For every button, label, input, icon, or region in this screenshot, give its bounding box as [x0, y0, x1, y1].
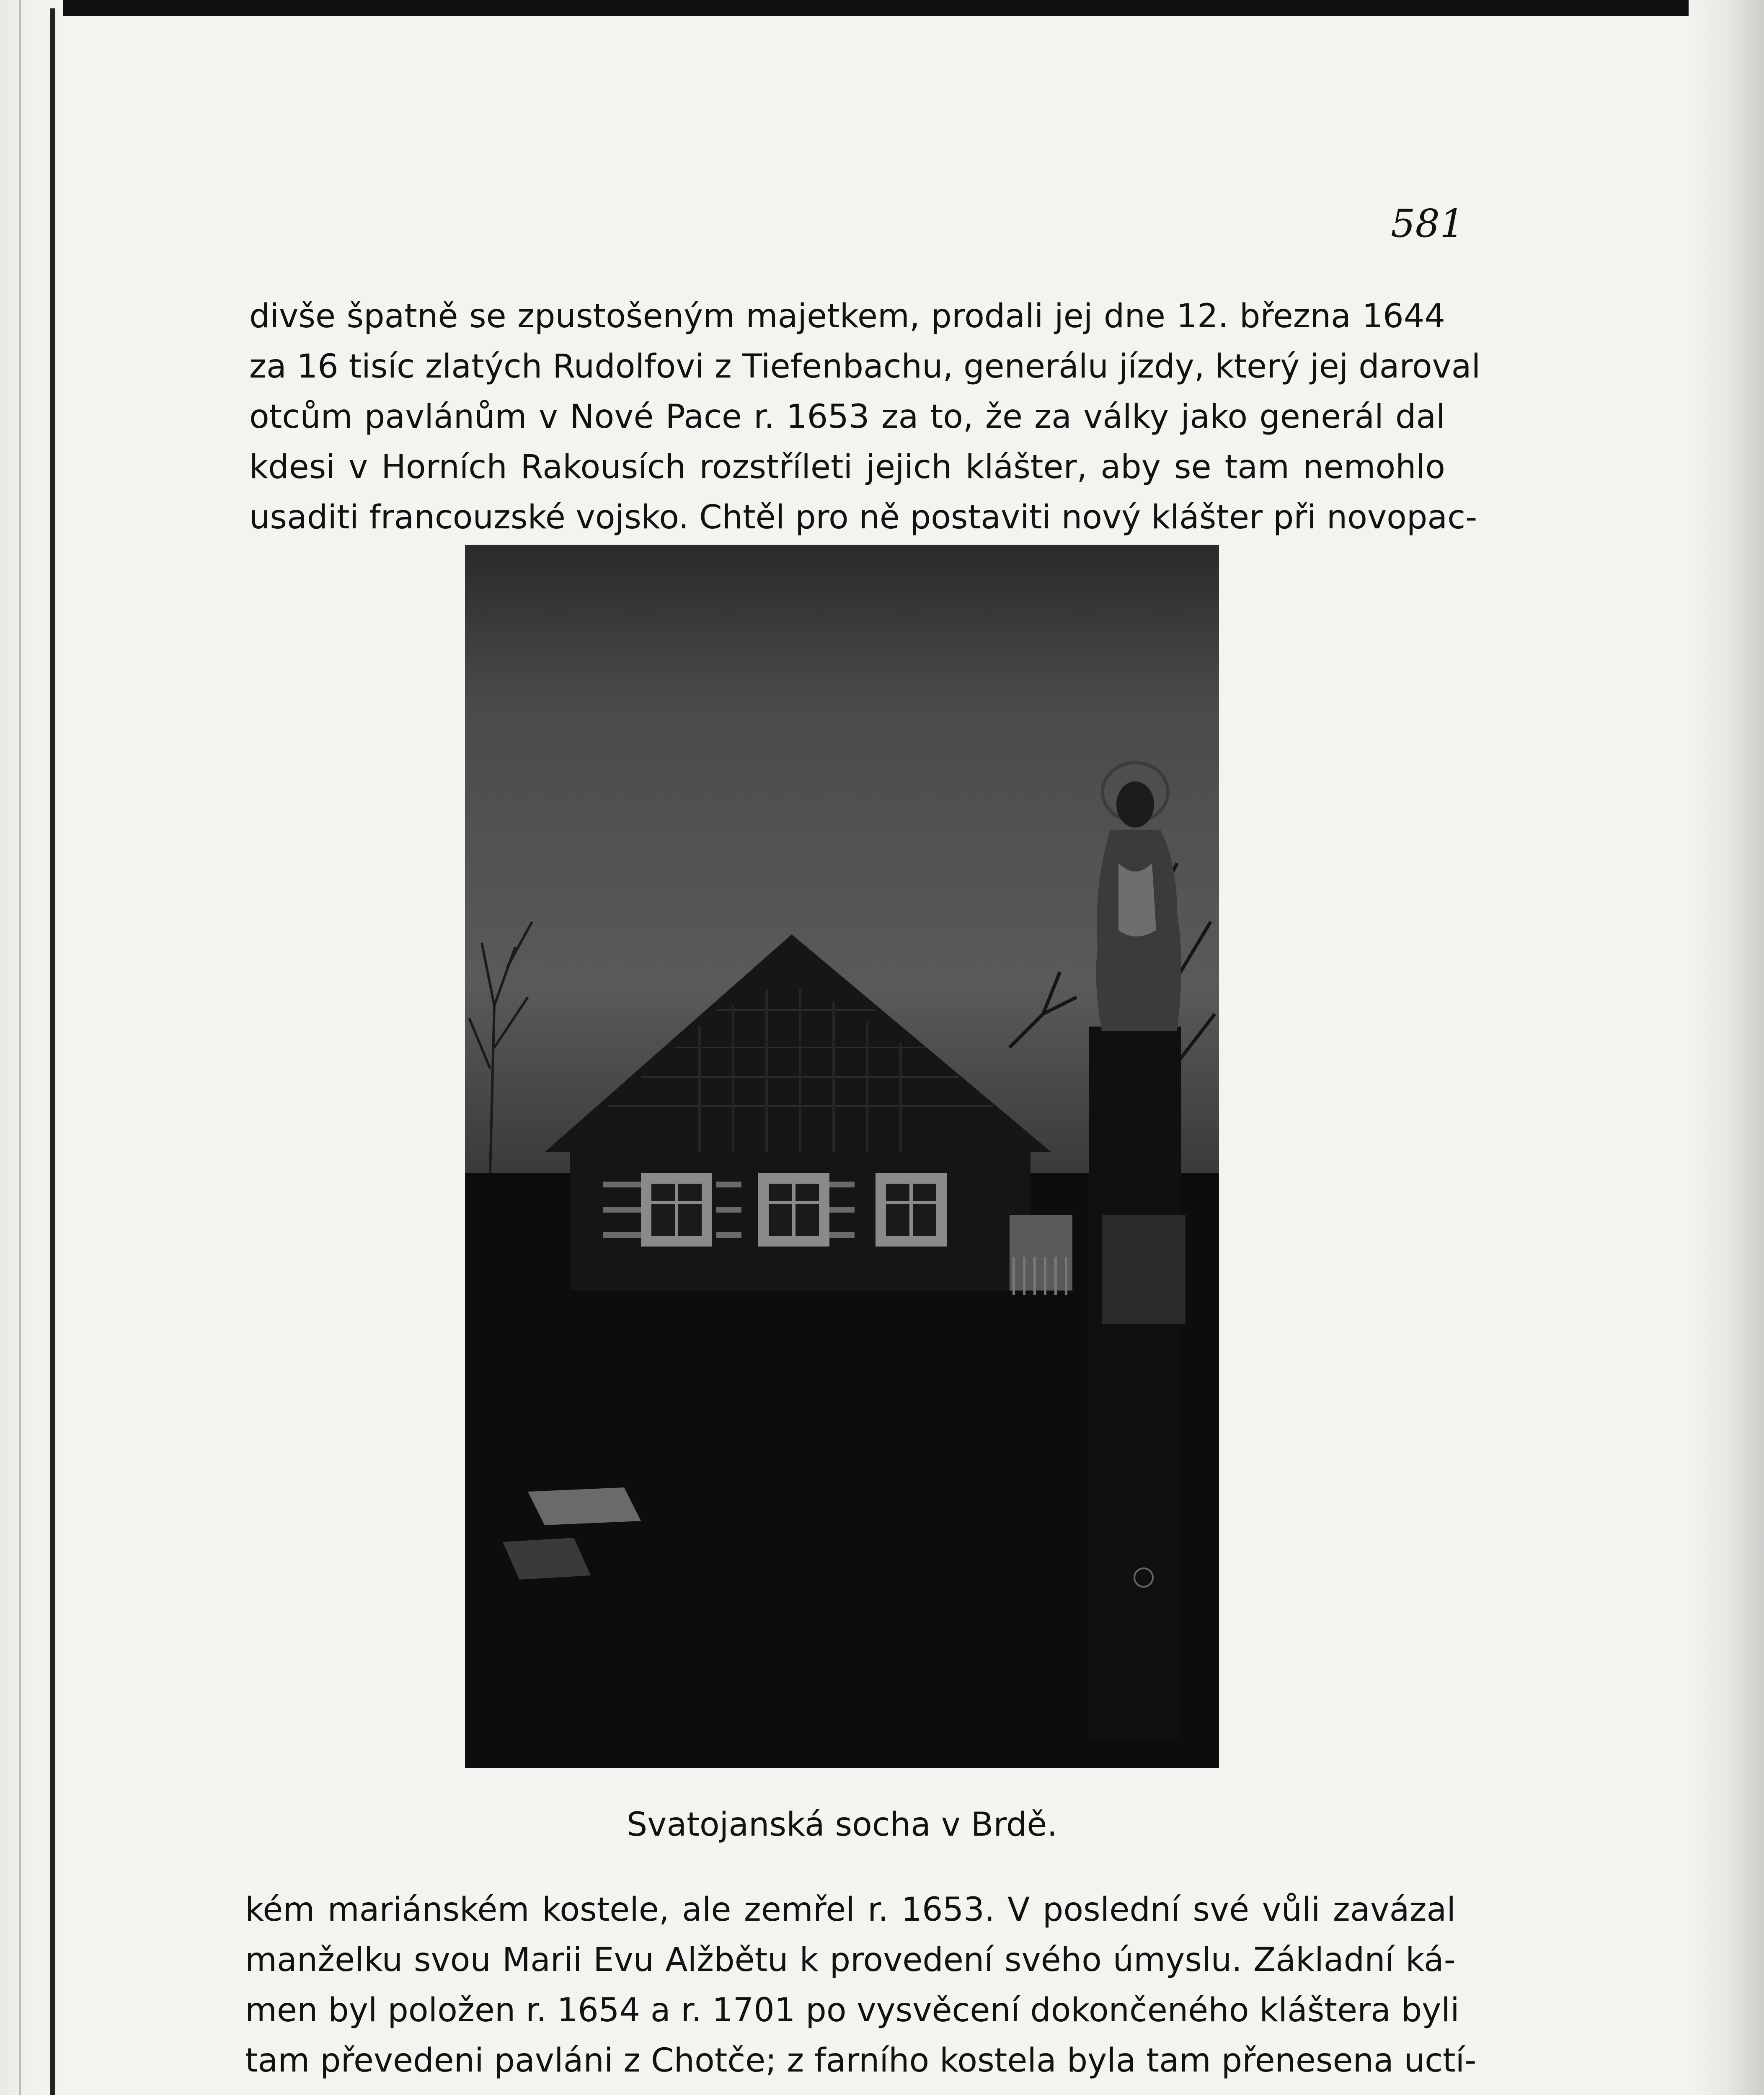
page-number: 581 [1391, 201, 1464, 246]
text-line: za 16 tisíc zlatých Rudolfovi z Tiefenbachu, generálu jízdy, který jej daroval [249, 348, 1481, 385]
scan-top-border [0, 0, 1764, 16]
cottage-windows [641, 1173, 947, 1247]
binding-line [50, 8, 55, 2095]
photograph-statue-and-cottage [465, 545, 1219, 1768]
side-wall [1010, 1215, 1072, 1291]
top-paragraph [249, 291, 1481, 543]
text-line: kdesi v Horních Rakousích rozstříleti jejich klášter, aby se tam nemohlo [249, 448, 1445, 486]
text-line: otcům pavlánům v Nové Pace r. 1653 za to, že za války jako generál dal [249, 398, 1445, 436]
pedestal-panel [1102, 1215, 1185, 1324]
binding-edge [19, 0, 21, 2095]
text-line: manželku svou Marii Evu Alžbětu k provedení svého úmyslu. Základní ká- [245, 1941, 1456, 1979]
text-line: kém mariánském kostele, ale zemřel r. 1653. V poslední své vůli zavázal [245, 1891, 1456, 1929]
text-line: tam převedeni pavláni z Chotče; z farního kostela byla tam přenesena uctí- [245, 2042, 1477, 2079]
photo-caption: Svatojanská socha v Brdě. [626, 1806, 1058, 1844]
statue-pedestal [1089, 1027, 1181, 1739]
scan-right-shadow [1689, 0, 1764, 2095]
text-line: divše špatně se zpustošeným majetkem, prodali jej dne 12. března 1644 [249, 297, 1445, 335]
text-line: usaditi francouzské vojsko. Chtěl pro ně postaviti nový klášter při novopac- [249, 499, 1477, 536]
text-line: men byl položen r. 1654 a r. 1701 po vysvěcení dokončeného kláštera byli [245, 1992, 1459, 2029]
bottom-paragraph [245, 1885, 1477, 2086]
